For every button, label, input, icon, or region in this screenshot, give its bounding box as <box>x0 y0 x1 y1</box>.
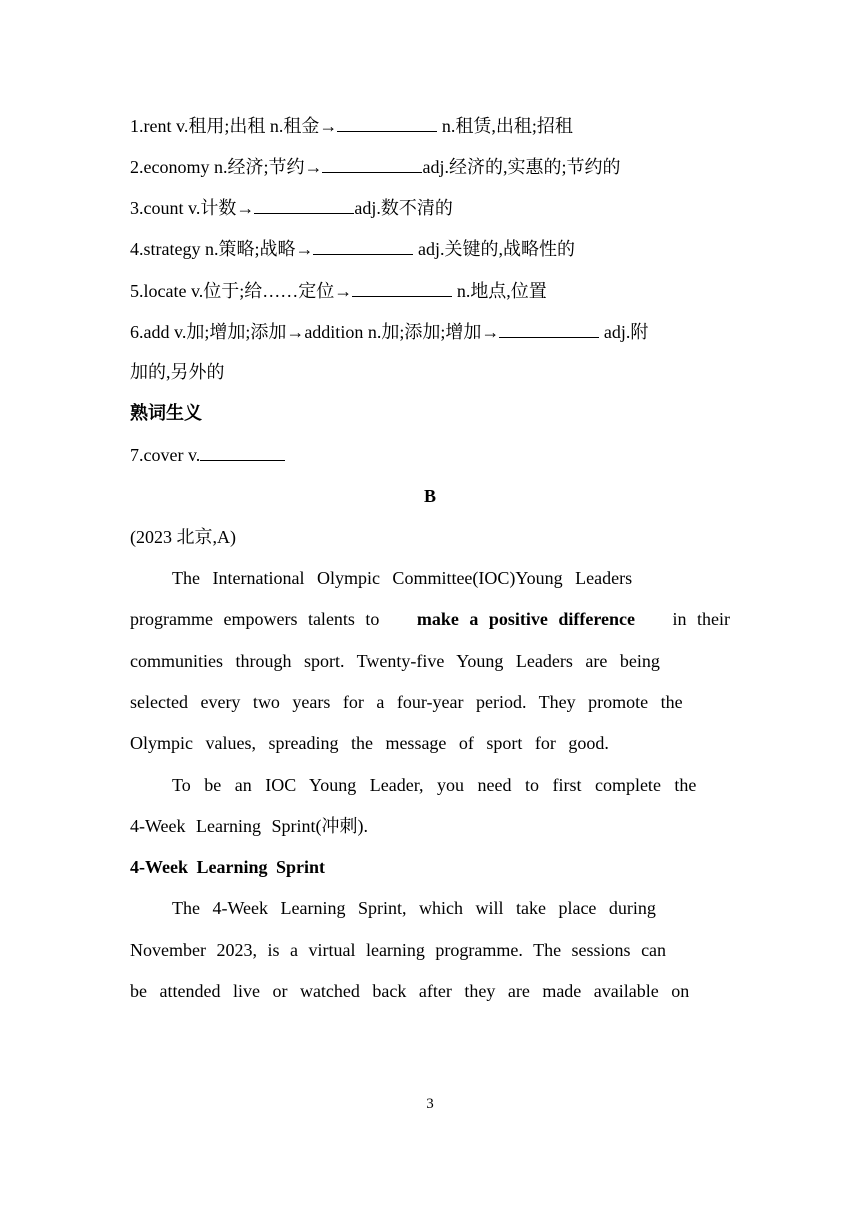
para3-line-2: November 2023, is a virtual learning programme. The sessions can <box>130 940 667 960</box>
answer-blank[interactable] <box>322 154 422 173</box>
para2-line-2: 4-Week Learning Sprint(冲刺). <box>130 816 368 836</box>
vocab-text: 2.economy n.经济;节约→ <box>130 157 323 177</box>
text-line: The International Olympic Committee(IOC)Young Leaders <box>172 568 633 588</box>
vocab-text: 6.add v.加;增加;添加→addition n.加;添加;增加→ <box>130 322 500 342</box>
vocab-text: 4.strategy n.策略;战略→ <box>130 239 314 259</box>
para1-line-5: Olympic values, spreading the message of sport for good. <box>130 733 609 753</box>
subheading: 4-Week Learning Sprint <box>130 857 326 877</box>
text-segment: programme empowers talents to <box>130 609 380 629</box>
vocab-item-4 <box>130 236 575 261</box>
vocab-item-2 <box>130 154 620 179</box>
para1-line-3: communities through sport. Twenty-five Young Leaders are being <box>130 651 660 671</box>
answer-blank[interactable] <box>352 278 452 297</box>
para1-line-1 <box>172 566 674 590</box>
vocab-item-3 <box>130 195 453 220</box>
answer-blank[interactable] <box>499 319 599 338</box>
page-number: 3 <box>426 1096 434 1112</box>
para1-line-4: selected every two years for a four-year period. They promote the <box>130 692 683 712</box>
vocab-text: adj.经济的,实惠的;节约的 <box>422 157 621 177</box>
answer-blank[interactable] <box>254 195 354 214</box>
vocab-text: adj.关键的,战略性的 <box>413 239 575 259</box>
part-label: B <box>423 486 436 506</box>
vocab-text: adj.附 <box>599 322 649 342</box>
answer-blank[interactable] <box>313 236 413 255</box>
vocab-item-6-continued: 加的,另外的 <box>130 362 225 382</box>
vocab-item-1 <box>130 113 573 138</box>
vocab-text: 5.locate v.位于;给……定位→ <box>130 281 353 301</box>
answer-blank[interactable] <box>337 113 437 132</box>
vocab-text: 3.count v.计数→ <box>130 198 255 218</box>
para3-line-1: The 4-Week Learning Sprint, which will take place during <box>172 898 656 918</box>
vocab-text: n.租赁,出租;招租 <box>437 116 573 136</box>
para3-line-3: be attended live or watched back after they are made available on <box>130 981 690 1001</box>
vocab-text: adj.数不清的 <box>354 198 453 218</box>
vocab-text: 7.cover v. <box>130 445 201 465</box>
emphasis-phrase: make a positive difference <box>416 609 636 629</box>
vocab-item-5 <box>130 278 547 303</box>
answer-blank[interactable] <box>200 442 285 461</box>
vocab-text: 1.rent v.租用;出租 n.租金→ <box>130 116 338 136</box>
section-heading: 熟词生义 <box>130 403 202 423</box>
vocab-text: n.地点,位置 <box>452 281 547 301</box>
source-label: (2023 北京,A) <box>130 527 236 547</box>
para2-line-1: To be an IOC Young Leader, you need to first complete the <box>172 775 697 795</box>
vocab-item-6 <box>130 319 648 344</box>
text-segment: in their <box>672 609 730 629</box>
para1-line-2 <box>130 607 730 631</box>
vocab-item-7 <box>130 442 285 467</box>
